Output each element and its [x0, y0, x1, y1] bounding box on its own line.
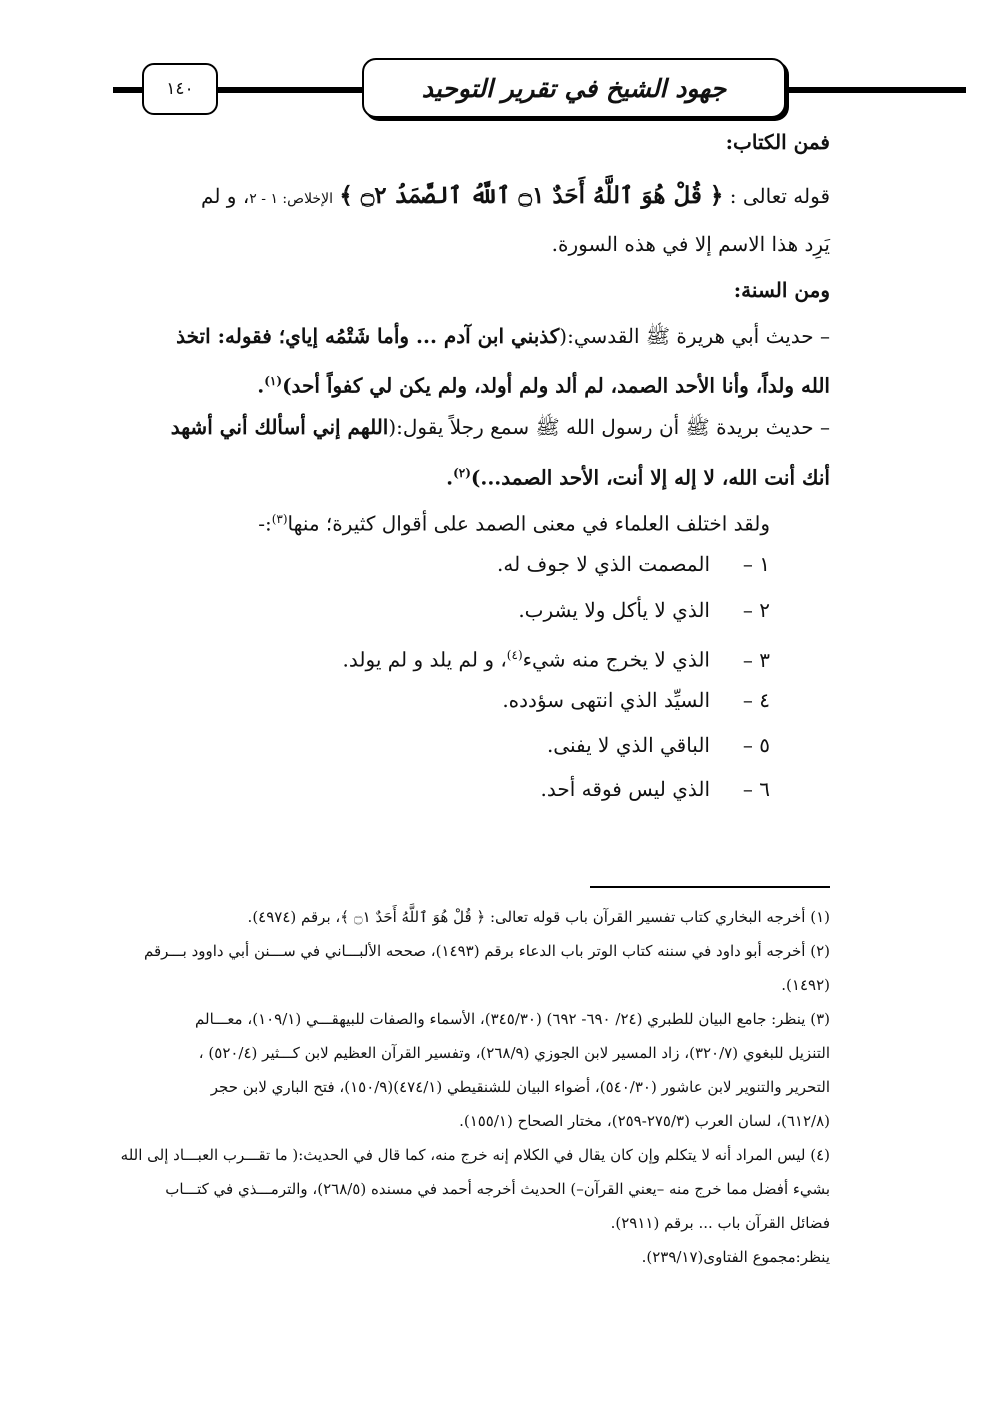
footnote-2: (٢) أخرجه أبو داود في سننه كتاب الوتر باب الدعاء برقم (١٤٩٣)، صححه الألبـــاني في ســـنن أبي داوود بـــرقم: [144, 942, 830, 960]
header-rule-right: [780, 87, 966, 93]
footnote-3: (٣) ينظر: جامع البيان للطبري (٢٤/ ٦٩٠- ٦٩٢) (٣٤٥/٣٠)، الأسماء والصفات للبيهقـــي (١٠٩/١)، معـــالم: [195, 1010, 830, 1028]
from-book-heading: فمن الكتاب:: [725, 130, 830, 154]
list-item: [541, 773, 770, 805]
footnotes: [108, 900, 830, 1274]
footnote-4: (٤) ليس المراد أنه لا يتكلم وإن كان يقال في الكلام إنه خرج منه، كما قال في الحديث:( ما تقـــرب العبـــاد إلى الله: [120, 1146, 830, 1164]
hadith-1-intro: – حديث أبي هريرة ﷺ القدسي:(: [559, 324, 830, 348]
scholars-differ-text: ولقد اختلف العلماء في معنى الصمد على أقوال كثيرة؛ منها: [287, 511, 770, 536]
footnote-3-cont: التنزيل للبغوي (٣٢٠/٧)، زاد المسير لابن الجوزي (٢٦٨/٩)، وتفسير القرآن العظيم لابن كـــثير (٥٢٠/٤) ،: [198, 1044, 830, 1062]
list-number: ٥ –: [742, 733, 770, 757]
list-number: ٤ –: [742, 688, 770, 712]
list-text: الذي لا يخرج منه شيء: [522, 647, 710, 672]
list-number: ٢ –: [742, 598, 770, 622]
list-text: الذي ليس فوقه أحد.: [540, 777, 710, 801]
verse-reference: الإخلاص: ١ - ٢: [249, 191, 333, 207]
footnote-4-cont: فضائل القرآن باب ... برقم (٢٩١١).: [610, 1214, 830, 1232]
hadith-1-text-a: كذبني ابن آدم ... وأما شَتْمُه إياي؛ فقوله: اتخذ: [176, 324, 560, 348]
footnote-3-cont: (٦١٢/٨)، لسان العرب (٢٧٥/٣-٢٥٩)، مختار الصحاح (١٥٥/١).: [459, 1112, 830, 1130]
footnote-3-cont: التحرير والتنوير لابن عاشور (٥٤٠/٣٠)، أضواء البيان للشنقيطي (٤٧٤/١)(١٥٠/٩)، فتح الباري لابن حجر: [210, 1078, 830, 1096]
scholars-differ-line: [258, 503, 770, 540]
footnote-ref-3: (٣): [271, 512, 288, 526]
list-text: الباقي الذي لا يفنى.: [546, 733, 710, 757]
list-number: ١ –: [742, 552, 770, 576]
running-title: جهود الشيخ في تقرير التوحيد: [362, 58, 786, 118]
hadith-2-intro: – حديث بريدة ﷺ أن رسول الله ﷺ سمع رجلاً يقول:(: [388, 415, 830, 439]
list-number: ٣ –: [742, 647, 770, 672]
list-item: [497, 548, 770, 580]
list-item: [502, 684, 770, 716]
hadith-2-text-b: أنك أنت الله، لا إله إلا أنت، الأحد الصمد...): [470, 465, 830, 490]
footnote-2-cont: (١٤٩٢).: [781, 976, 830, 994]
list-number: ٦ –: [742, 777, 770, 801]
hadith-2-text-a: اللهم إني أسألك أني أشهد: [170, 415, 389, 439]
list-item: [547, 729, 770, 761]
list-text-tail: ، و لم يلد و لم يولد.: [342, 647, 507, 672]
list-text: الذي لا يأكل ولا يشرب.: [518, 598, 710, 622]
hadith-1-line-2: الله ولداً، وأنا الأحد الصمد، لم ألد ولم أولد، ولم يكن لي كفواً أحد)$^{(١)}$.: [257, 373, 830, 398]
footnote-ref-1: (١): [264, 374, 283, 388]
list-item: [343, 639, 770, 676]
list-item: [518, 594, 770, 626]
footnote-4-cont: بشيء أفضل مما خرج منه –يعني القرآن–) الحديث أخرجه أحمد في مسنده (٢٦٨/٥)، والترمـــذي في كتـــاب: [165, 1180, 830, 1198]
page-number: ١٤٠: [142, 63, 218, 115]
verse-tail: ، و لم: [201, 184, 250, 208]
verse-line: [201, 180, 830, 215]
hadith-1-line-1: [176, 320, 830, 352]
hadith-2-line-2: أنك أنت الله، لا إله إلا أنت، الأحد الصمد...)$^{(٢)}$.: [446, 465, 830, 490]
hadith-2-line-1: [171, 411, 830, 443]
footnote-1: (١) أخرجه البخاري كتاب تفسير القرآن باب قوله تعالى: ﴿ قُلْ هُوَ ٱللَّهُ أَحَدٌ ۝١ ﴾، برقم (٤٩٧٤).: [247, 908, 830, 926]
verse-line-2: يَرِد هذا الاسم إلا في هذه السورة.: [551, 232, 830, 256]
list-text: المصمت الذي لا جوف له.: [497, 552, 710, 576]
hadith-1-text-b: الله ولداً، وأنا الأحد الصمد، لم ألد ولم أولد، ولم يكن لي كفواً أحد): [282, 373, 830, 398]
scholars-differ-tail: :-: [258, 511, 272, 536]
footnote-separator: [590, 886, 830, 888]
from-sunnah-heading: ومن السنة:: [733, 278, 830, 302]
list-text: السيِّد الذي انتهى سؤدده.: [502, 688, 710, 712]
quran-verse: ﴿ قُلْ هُوَ ٱللَّهُ أَحَدٌ ۝١ ٱللَّهُ ٱلصَّمَدُ ۝٢ ﴾: [339, 182, 724, 209]
footnote-4-cont: ينظر:مجموع الفتاوى(٢٣٩/١٧).: [641, 1248, 830, 1266]
footnote-ref-2: (٢): [453, 466, 471, 480]
footnote-ref-4: (٤): [506, 648, 523, 662]
verse-intro: قوله تعالى :: [729, 184, 830, 208]
